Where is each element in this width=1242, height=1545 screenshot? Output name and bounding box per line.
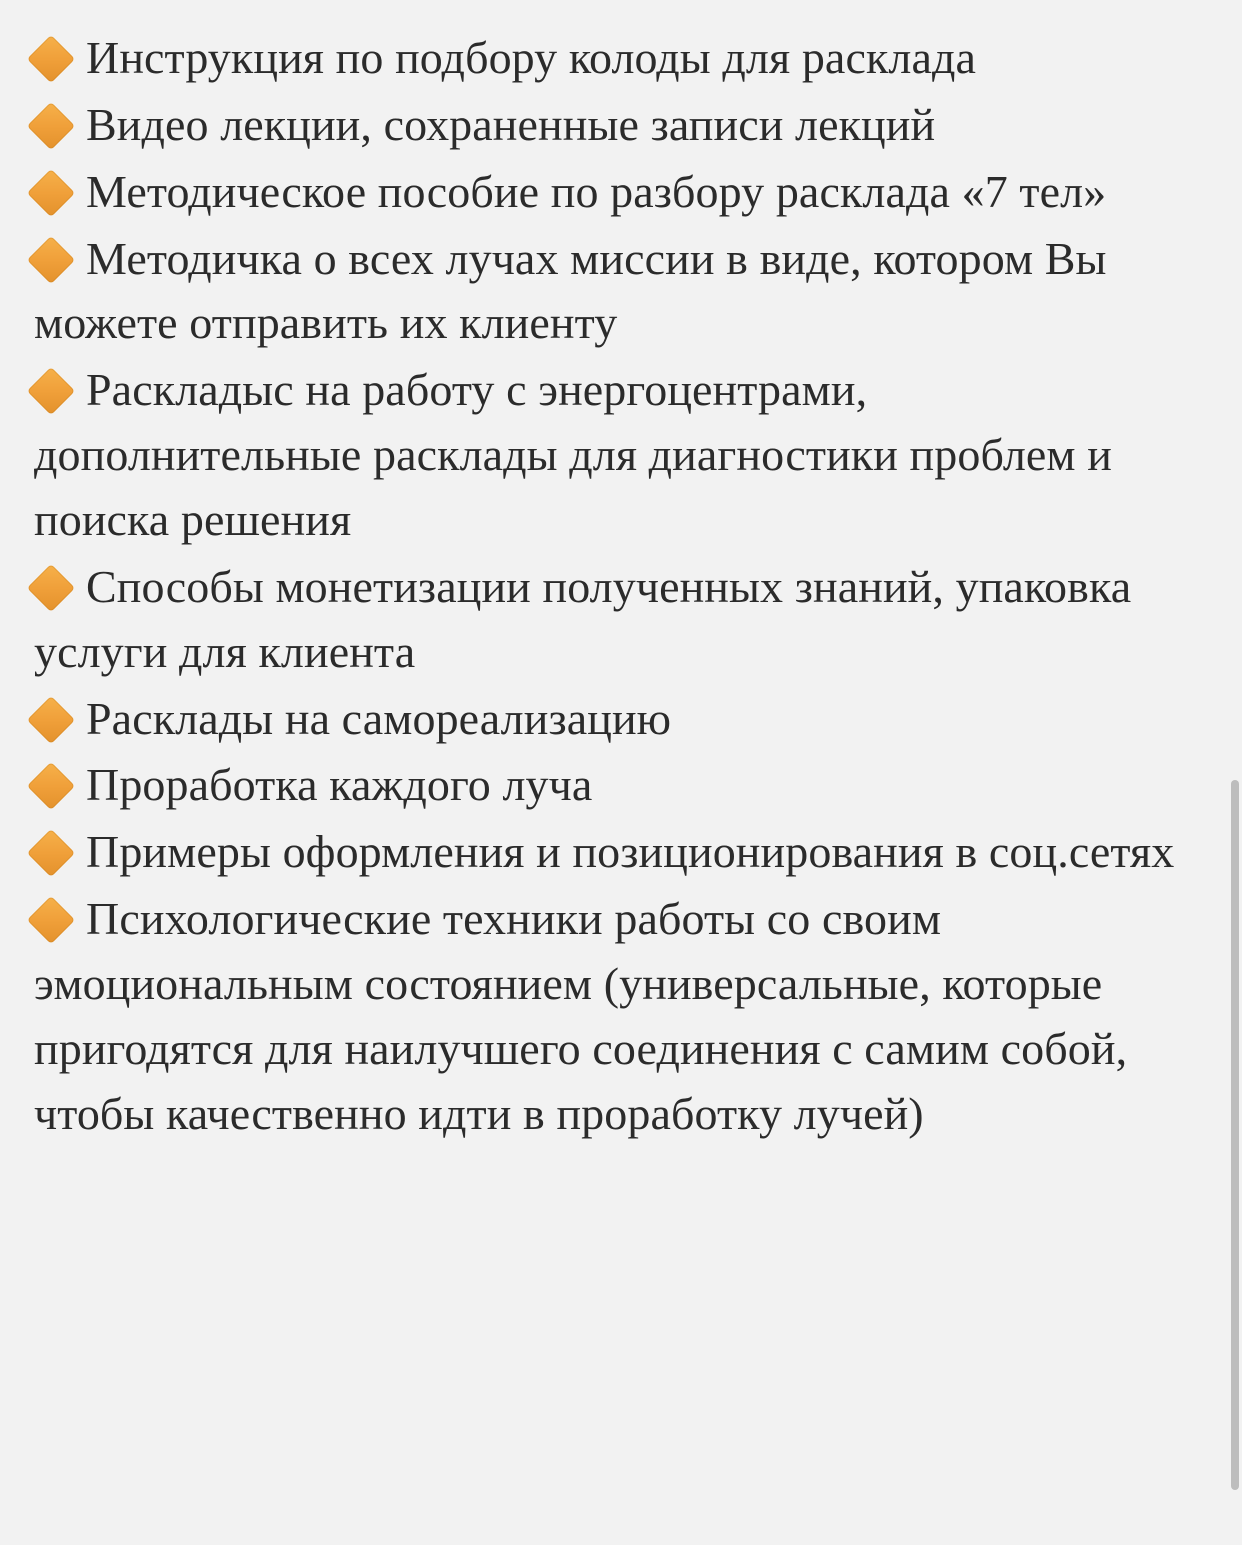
orange-diamond-icon <box>27 829 75 877</box>
list-item <box>34 555 1186 685</box>
list-item <box>34 227 1186 357</box>
orange-diamond-icon <box>27 762 75 810</box>
orange-diamond-icon <box>27 236 75 284</box>
orange-diamond-icon <box>27 696 75 744</box>
list-item <box>34 26 1186 91</box>
orange-diamond-icon <box>27 102 75 150</box>
list-item-text: Проработка каждого луча <box>86 759 593 811</box>
orange-diamond-icon <box>27 564 75 612</box>
vertical-scrollbar[interactable] <box>1228 0 1242 1545</box>
list-item-text: Расклады на самореализацию <box>86 692 672 744</box>
list-item <box>34 358 1186 553</box>
list-item-text: Видео лекции, сохраненные записи лекций <box>86 98 936 150</box>
scrollbar-thumb[interactable] <box>1231 780 1239 1490</box>
list-item-text: Психологические техники работы со своим эмоциональным состоянием (универсальные, которые пригодятся для наилучшего соединения с самим собой, чтобы качественно идти в проработку лучей) <box>34 893 1128 1139</box>
list-item <box>34 753 1186 818</box>
list-item <box>34 687 1186 752</box>
orange-diamond-icon <box>27 367 75 415</box>
list-item-text: Раскладыс на работу с энергоцентрами, дополнительные расклады для диагностики проблем и поиска решения <box>34 364 1112 546</box>
feature-list <box>34 26 1186 1147</box>
orange-diamond-icon <box>27 896 75 944</box>
list-item <box>34 820 1186 885</box>
list-item-text: Способы монетизации полученных знаний, упаковка услуги для клиента <box>34 560 1132 677</box>
list-item <box>34 160 1186 225</box>
list-item <box>34 93 1186 158</box>
orange-diamond-icon <box>27 35 75 83</box>
list-item-text: Методичка о всех лучах миссии в виде, котором Вы можете отправить их клиенту <box>34 232 1107 349</box>
list-item-text: Методическое пособие по разбору расклада «7 тел» <box>86 165 1107 217</box>
list-item-text: Инструкция по подбору колоды для расклада <box>86 32 977 83</box>
list-item-text: Примеры оформления и позиционирования в соц.сетях <box>86 826 1175 878</box>
orange-diamond-icon <box>27 169 75 217</box>
list-item <box>34 887 1186 1146</box>
